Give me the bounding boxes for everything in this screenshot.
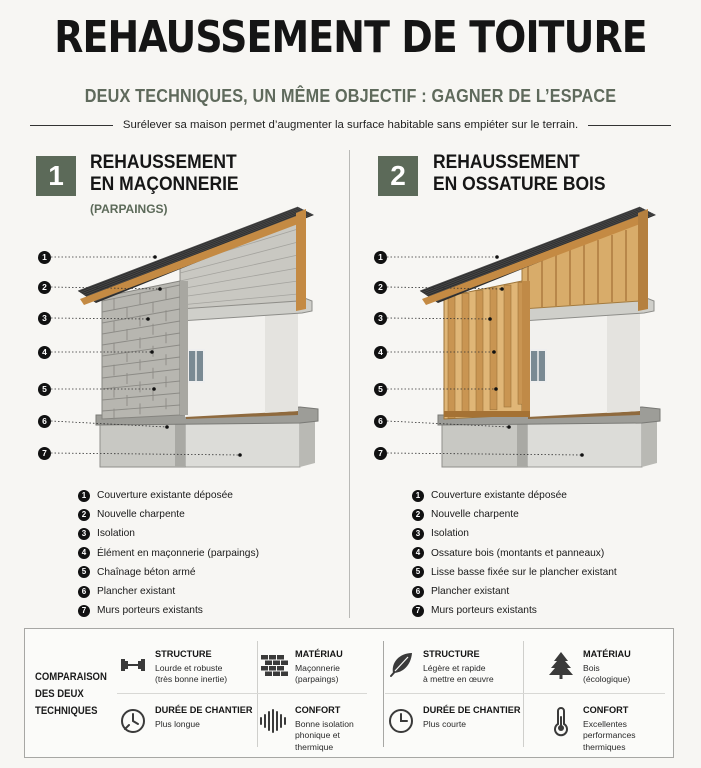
comparison-item-heading: CONFORT xyxy=(295,705,341,715)
comparison-separator xyxy=(117,693,367,694)
page-title: REHAUSSEMENT DE TOITURE xyxy=(54,12,647,63)
technique-2-legend xyxy=(412,486,617,620)
clock-icon xyxy=(385,705,417,737)
comparison-separator xyxy=(523,641,524,747)
legend-text: Nouvelle charpente xyxy=(97,509,185,521)
legend-text: Murs porteurs existants xyxy=(431,605,537,617)
legend-number: 1 xyxy=(78,490,90,502)
legend-item xyxy=(412,601,617,620)
callout-marker-4: 4 xyxy=(38,346,51,359)
comparison-item-heading: MATÉRIAU xyxy=(583,649,631,659)
bricks-icon xyxy=(257,649,289,681)
legend-number: 6 xyxy=(412,586,424,598)
technique-1-title-line2: EN MAÇONNERIE xyxy=(90,174,239,195)
comparison-separator xyxy=(385,693,665,694)
legend-item xyxy=(412,563,617,582)
callout-marker-3: 3 xyxy=(38,312,51,325)
legend-text: Ossature bois (montants et panneaux) xyxy=(431,547,605,559)
callout-marker-1: 1 xyxy=(38,251,51,264)
callout-marker-1: 1 xyxy=(374,251,387,264)
comparison-item-line: phonique et xyxy=(295,730,340,740)
sound-wave-icon xyxy=(257,705,289,737)
timber-frame-extension-illustration xyxy=(372,205,672,470)
legend-number: 3 xyxy=(412,528,424,540)
comparison-item-line: Plus longue xyxy=(155,718,200,729)
technique-1-title xyxy=(90,152,239,196)
thermometer-icon xyxy=(545,705,577,737)
legend-item xyxy=(78,486,259,505)
comparison-label-line2: DES DEUX xyxy=(35,688,84,700)
technique-1-number: 1 xyxy=(36,156,76,196)
legend-number: 7 xyxy=(412,605,424,617)
tagline-row xyxy=(30,116,671,134)
callout-marker-2: 2 xyxy=(38,281,51,294)
tagline-rule-right xyxy=(588,125,671,126)
comparison-item-text xyxy=(155,705,253,737)
technique-1-legend xyxy=(78,486,259,620)
callout-dot-3 xyxy=(488,317,492,321)
comparison-item-line: à mettre en œuvre xyxy=(423,674,494,684)
callout-marker-3: 3 xyxy=(374,312,387,325)
callout-marker-5: 5 xyxy=(38,383,51,396)
callout-dot-1 xyxy=(495,255,499,259)
legend-item xyxy=(78,505,259,524)
dumbbell-icon xyxy=(117,649,149,681)
comparison-item-text xyxy=(295,649,343,686)
technique-2-title-line1: REHAUSSEMENT xyxy=(433,152,580,173)
tree-icon xyxy=(545,649,577,681)
legend-number: 3 xyxy=(78,528,90,540)
legend-number: 2 xyxy=(78,509,90,521)
legend-number: 5 xyxy=(78,566,90,578)
legend-text: Couverture existante déposée xyxy=(431,490,567,502)
legend-number: 7 xyxy=(78,605,90,617)
comparison-item-line: Lourde et robuste xyxy=(155,662,223,673)
callout-marker-2: 2 xyxy=(374,281,387,294)
comparison-item-text xyxy=(155,649,227,686)
comparison-label-line3: TECHNIQUES xyxy=(35,705,98,717)
legend-item xyxy=(78,601,259,620)
comparison-item-line: (écologique) xyxy=(583,674,631,684)
callout-marker-6: 6 xyxy=(374,415,387,428)
masonry-wall xyxy=(102,281,188,420)
comparison-item-heading: DURÉE DE CHANTIER xyxy=(155,705,253,715)
legend-number: 4 xyxy=(78,547,90,559)
callout-dot-6 xyxy=(165,425,169,429)
callout-marker-5: 5 xyxy=(374,383,387,396)
legend-item xyxy=(412,544,617,563)
comparison-label-line1: COMPARAISON xyxy=(35,671,107,683)
callout-dot-2 xyxy=(158,287,162,291)
callout-dot-5 xyxy=(152,387,156,391)
comparison-item-heading: CONFORT xyxy=(583,705,629,715)
legend-number: 6 xyxy=(78,586,90,598)
legend-item xyxy=(78,524,259,543)
callout-dot-2 xyxy=(500,287,504,291)
comparison-item-line: Maçonnerie xyxy=(295,662,340,673)
comparison-item-line: Plus courte xyxy=(423,718,466,729)
callout-marker-7: 7 xyxy=(38,447,51,460)
callout-dot-6 xyxy=(507,425,511,429)
comparison-item-heading: MATÉRIAU xyxy=(295,649,343,659)
legend-item xyxy=(412,524,617,543)
legend-item xyxy=(78,563,259,582)
clock-slow-icon xyxy=(117,705,149,737)
comparison-item xyxy=(385,705,521,737)
callout-dot-4 xyxy=(492,350,496,354)
comparison-item-line: (très bonne inertie) xyxy=(155,674,228,684)
callout-dot-3 xyxy=(146,317,150,321)
legend-text: Plancher existant xyxy=(431,586,510,598)
legend-number: 5 xyxy=(412,566,424,578)
callout-dot-4 xyxy=(150,350,154,354)
callout-dot-5 xyxy=(494,387,498,391)
comparison-item xyxy=(545,705,636,753)
callout-dot-7 xyxy=(580,453,584,457)
legend-text: Couverture existante déposée xyxy=(97,490,233,502)
comparison-item xyxy=(385,649,494,686)
feather-icon xyxy=(385,649,417,681)
comparison-item-line: thermique xyxy=(295,741,334,752)
callout-marker-6: 6 xyxy=(38,415,51,428)
legend-item xyxy=(412,486,617,505)
masonry-extension-illustration xyxy=(30,205,330,470)
legend-number: 1 xyxy=(412,490,424,502)
column-divider xyxy=(349,150,350,618)
comparison-item-line: Bonne isolation xyxy=(295,718,354,729)
comparison-item xyxy=(545,649,631,686)
comparison-separator xyxy=(383,641,384,747)
technique-1-title-line1: REHAUSSEMENT xyxy=(90,152,237,173)
comparison-item-line: Excellentes xyxy=(583,718,627,729)
legend-item xyxy=(78,582,259,601)
comparison-item xyxy=(117,649,227,686)
comparison-item-text xyxy=(423,705,521,737)
legend-item xyxy=(78,544,259,563)
legend-text: Isolation xyxy=(97,528,135,540)
legend-text: Chaînage béton armé xyxy=(97,566,196,578)
callout-dot-1 xyxy=(153,255,157,259)
comparison-item-line: thermiques xyxy=(583,741,626,752)
comparison-item-heading: STRUCTURE xyxy=(423,649,480,659)
comparison-item-line: Bois xyxy=(583,662,600,673)
comparison-panel xyxy=(24,628,674,758)
comparison-item-text xyxy=(583,649,631,686)
tagline-rule-left xyxy=(30,125,113,126)
legend-number: 2 xyxy=(412,509,424,521)
comparison-item xyxy=(257,649,343,686)
callout-marker-4: 4 xyxy=(374,346,387,359)
comparison-item xyxy=(117,705,253,737)
legend-text: Nouvelle charpente xyxy=(431,509,519,521)
comparison-item-text xyxy=(423,649,494,686)
timber-frame-wall xyxy=(444,281,530,419)
comparison-item-heading: DURÉE DE CHANTIER xyxy=(423,705,521,715)
comparison-item-heading: STRUCTURE xyxy=(155,649,212,659)
technique-2-title-line2: EN OSSATURE BOIS xyxy=(433,174,606,195)
callout-dot-7 xyxy=(238,453,242,457)
callout-marker-7: 7 xyxy=(374,447,387,460)
legend-text: Plancher existant xyxy=(97,586,176,598)
technique-2-title xyxy=(433,152,606,196)
legend-text: Murs porteurs existants xyxy=(97,605,203,617)
tagline: Surélever sa maison permet d’augmenter la surface habitable sans empiéter sur le terrain. xyxy=(122,119,579,131)
comparison-item-text xyxy=(583,705,636,753)
technique-1-subtitle: (PARPAINGS) xyxy=(90,202,168,216)
legend-text: Isolation xyxy=(431,528,469,540)
comparison-item-text xyxy=(295,705,354,753)
legend-item xyxy=(412,505,617,524)
page-subtitle: DEUX TECHNIQUES, UN MÊME OBJECTIF : GAGNER DE L’ESPACE xyxy=(84,86,617,106)
technique-2-number: 2 xyxy=(378,156,418,196)
comparison-item-line: Légère et rapide xyxy=(423,662,486,673)
legend-text: Lisse basse fixée sur le plancher existant xyxy=(431,566,617,578)
comparison-item xyxy=(257,705,354,753)
legend-item xyxy=(412,582,617,601)
comparison-label xyxy=(35,669,107,720)
comparison-item-line: performances xyxy=(583,730,636,740)
legend-number: 4 xyxy=(412,547,424,559)
comparison-item-line: (parpaings) xyxy=(295,674,339,684)
legend-text: Élément en maçonnerie (parpaings) xyxy=(97,547,259,559)
